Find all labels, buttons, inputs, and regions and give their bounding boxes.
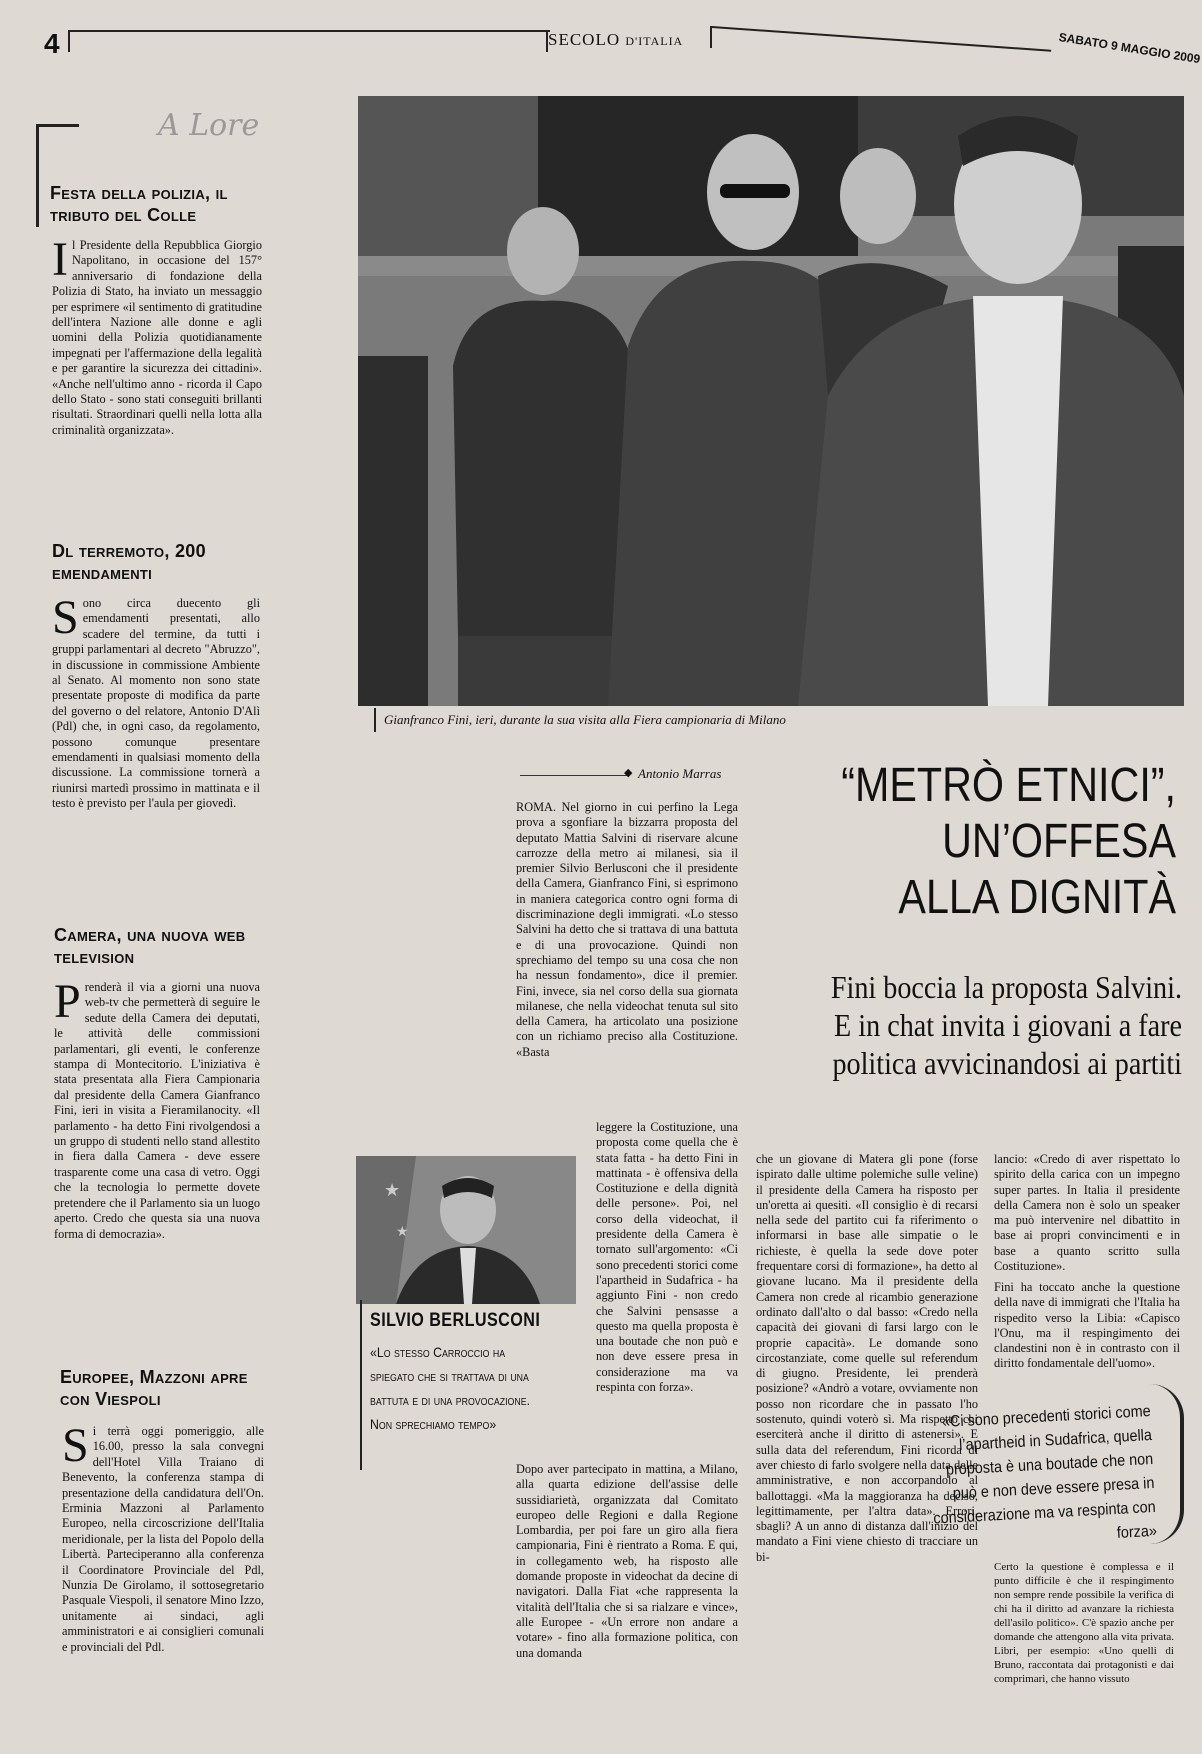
drop-cap: I: [52, 233, 68, 286]
brief-text: renderà il via a giorni una nuova web-tv che permetterà di seguire le sedute della Camera dei deputati, le attività delle commissioni parlamentari, gli eventi, le conferenze stampa di Montecitorio. L'iniziativa è stata presentata alla Fiera Campionaria dal presidente della Camera Gianfranco Fini, ieri in visita a Fieramilanocity. «Il parlamento - ha detto Fini rivolgendosi a un gruppo di studenti nello stand allestito in fiera dalla Camera - deve essere trasparente come una casa di vetro. Oggi che la tecnologia lo permette dovete pretendere che il Parlamento sia un luogo aperto. Credo che questa sia una nuova forma di democrazia».: [54, 980, 260, 1241]
masthead-title: SECOLO: [548, 30, 621, 49]
headline-line: ALLA DIGNITÀ: [898, 871, 1176, 924]
brief-text: i terrà oggi pomeriggio, alle 16.00, presso la sala convegni dell'Hotel Villa Traiano di Benevento, la conferenza stampa di presentazione della candidatura dell'On. Erminia Mazzoni al Parlamento Europeo, nella circoscrizione dell'Italia meridionale, per la lista del Popolo della Libertà. Parteciperanno alla conferenza il Coordinatore Provinciale del Pdl, Nunzia De Girolamo, il sottosegretario Pasquale Viespoli, il senatore Mino Izzo, unitamente ai sindaci, agli amministratori e ai consiglieri comunali e provinciali del Pdl.: [62, 1424, 264, 1654]
brief-title-camera: Camera, una nuova web television: [54, 925, 246, 967]
brief-text: l Presidente della Repubblica Giorgio Napolitano, in occasione del 157° anniversario di fondazione della Polizia di Stato, ha inviato un messaggio per esprimere «il sentimento di gratitudine dell'intera Nazione alle donne e agli uomini della Polizia quotidianamente impegnati per l'affermazione della legalità e per garantire la sicurezza dei cittadini». «Anche nell'ultimo anno - ricorda il Capo dello Stato - sono stati conseguiti brillanti risultati. Straordinari quelli nella lotta alla criminalità organizzata».: [52, 238, 262, 437]
subheadline: Fini boccia la proposta Salvini. E in chat invita i giovani a fare politica avvicinandosi ai partiti: [830, 969, 1182, 1081]
brief-body-europee: [62, 1419, 264, 1655]
sidebar-rule: [360, 1300, 362, 1470]
brief-title-polizia: Festa della polizia, il tributo del Colle: [50, 183, 228, 225]
brief-body-camera: [54, 975, 260, 1242]
article-column-2a: leggere la Costituzione, una proposta come quella che è stata fatta - ha detto Fini in mattinata - è offensiva della Costituzione e della dignità delle persone». Poi, nel corso della videochat, il presidente della Camera è tornato sull'argomento: «Ci sono precedenti storici come l'apartheid in Sudafrica - ha aggiunto Fini - non credo che Salvini pensasse a questo ma quella proposta è una boutade che non può e non deve essere presa in considerazione ma va respinta con forza».: [596, 1120, 738, 1395]
photo-illustration: [356, 1156, 576, 1304]
handwritten-note: A Lore: [158, 108, 260, 143]
headline-line: UN’OFFESA: [942, 815, 1176, 868]
article-column-4a: lancio: «Credo di aver rispettato lo spirito della carica con un impegno super partes. In Italia il presidente della Camera non è solo un speaker ma può intervenire nel dibattito in base ai propri convincimenti e in base a quanto scritto sulla Costituzione».: [994, 1152, 1180, 1274]
drop-cap: S: [52, 591, 79, 644]
header-rule-left: [70, 30, 550, 32]
photo-caption: Gianfranco Fini, ieri, durante la sua visita alla Fiera campionaria di Milano: [384, 712, 786, 727]
drop-cap: P: [54, 975, 81, 1028]
header-rule-vertical-3: [710, 26, 712, 48]
article-column-2b: Dopo aver partecipato in mattina, a Milano, alla quarta edizione dell'assise delle sussidiarietà, organizzata dal Comitato europeo delle Regioni e dalla Regione Lombardia, per poi fare un giro alla fiera campionaria, Fini è rientrato a Roma. E qui, in collegamento web, ha risposto alle domande proposte in videochat da decine di navigatori. Dalla Fiat «che rappresenta la vitalità dell'Italia che si sa rialzare e vince», alle Europee - «Un errore non andare a votare» - fino alla formazione politica, con una domanda: [516, 1462, 738, 1660]
headline: [815, 758, 1176, 926]
brief-title-terremoto: Dl terremoto, 200 emendamenti: [52, 541, 206, 583]
masthead-sub: D'ITALIA: [625, 34, 684, 48]
header-date: SABATO 9 MAGGIO 2009: [1057, 30, 1202, 67]
masthead: [548, 30, 683, 50]
brief-body-terremoto: [52, 591, 260, 812]
article-column-4b: Fini ha toccato anche la questione della nave di immigrati che l'Italia ha rispedito verso la Libia: «Capisco l'Onu, ma il respingimento dei clandestini non è in contrasto con il diritto fondamentale dell'uomo».: [994, 1280, 1180, 1371]
drop-cap: S: [62, 1419, 89, 1472]
article-column-3: che un giovane di Matera gli pone (forse ispirato dalle ultime polemiche sulle veline) il presidente della Camera ha risposto per un'oretta ai quesiti. «Il consiglio è di recarsi nella sede del partito cui fa riferimento o informarsi in base alle simpatie o le richieste, è quella la sede dove poter frequentare corsi di formazione», ha detto al giovane lucano. Ma il presidente della Camera non crede al ricambio generazione ordinato dall'alto o dal basso: «Credo nella capacità dei giovani di farsi largo con le proprie capacità». Le domande sono circostanziate, come quelle sul referendum di giugno. Presidente, lei prenderà posizione? «Andrò a votare, ovviamente non posso non ricordare che in passato l'ho sostenuto, quindi voterò sì. Ma rispetto chi eserciterà anche il diritto di astenersi». E sulla data del referendum, Fini ricorda di aver chiesto di farlo svolgere nella data delle amministrative, e non accorpandolo al ballottaggi. «Ma la maggioranza ha deciso, legittimamente, per l'altra data». Errori, sbagli? A un anno di distanza dall'inizio del mandato a Fini viene chiesto di tracciare un bi-: [756, 1152, 978, 1564]
byline: Antonio Marras: [638, 766, 722, 781]
header-rule-right: [712, 26, 1051, 52]
header-rule-vertical: [68, 30, 70, 52]
brief-text: ono circa duecento gli emendamenti presentati, allo scadere del termine, da tutti i gruppi parlamentari al decreto "Abruzzo", in discussione in commissione Ambiente al Senato. Al momento non sono state presentate proposte di modifica da parte del governo o del relatore, Antonio D'Alì (Pdl) che, in ogni caso, da regolamento, possono comunque presentare emendamenti in qualsiasi momento della discussione. La commissione tornerà a riunirsi martedì prossimo in mattinata e il testo è previsto per l'aula per giovedì.: [52, 596, 260, 811]
svg-text:★: ★: [396, 1225, 409, 1240]
main-photo: [358, 96, 1184, 706]
pull-quote-arc: [1150, 1384, 1184, 1544]
svg-text:★: ★: [384, 1180, 401, 1200]
sidebar-name: SILVIO BERLUSCONI: [370, 1310, 541, 1331]
brief-body-polizia: [52, 233, 262, 438]
article-column-1: ROMA. Nel giorno in cui perfino la Lega prova a sgonfiare la bizzarra proposta del deputato Mattia Salvini di riservare alcune carrozze della metro ai milanesi, sia il premier Silvio Berlusconi che il presidente della Camera, Gianfranco Fini, si esprimono in maniera categorica contro ogni forma di discriminazione degli immigrati. «Lo stesso Salvini ha detto che si trattava di una battuta e di una provocazione. Quindi non sprechiamo del tempo su una cosa che non ha nessun fondamento», dice il premier. Fini, invece, sia nel corso della sua giornata milanese, che nella videochat tenuta sul sito della Camera, ha articolato una posizione con un richiamo preciso alla Costituzione. «Basta: [516, 800, 738, 1059]
page-number: 4: [44, 28, 60, 59]
article-column-4c: Certo la questione è complessa e il punto difficile è che il respingimento non sempre rende possibile la verifica di chi ha il diritto ad avanzare la richiesta dell'asilo politico». C'è spazio anche per domande che attengono alla vita privata. Libri, per esempio: «Uno quelli di Bruno, raccontata dai protagonisti e dai comprimari, che hanno vissuto: [994, 1561, 1174, 1685]
photo-illustration: [358, 96, 1184, 706]
sidebar-quote: «Lo stesso Carroccio ha spiegato che si trattava di una battuta e di una provocazione. Non sprechiamo tempo»: [370, 1344, 531, 1432]
headline-line: “METRÒ ETNICI”,: [841, 759, 1176, 812]
diamond-icon: ◆: [624, 767, 633, 779]
berlusconi-photo: [356, 1156, 576, 1304]
byline-rule: [520, 775, 628, 776]
pull-quote: «Ci sono precedenti storici come l’apartheid in Sudafrica, quella proposta è una boutade che non può e non deve essere presa in considerazione ma va respinta con forza»: [932, 1402, 1158, 1542]
caption-bar: [374, 708, 376, 732]
brief-title-europee: Europee, Mazzoni apre con Viespoli: [60, 1367, 248, 1409]
